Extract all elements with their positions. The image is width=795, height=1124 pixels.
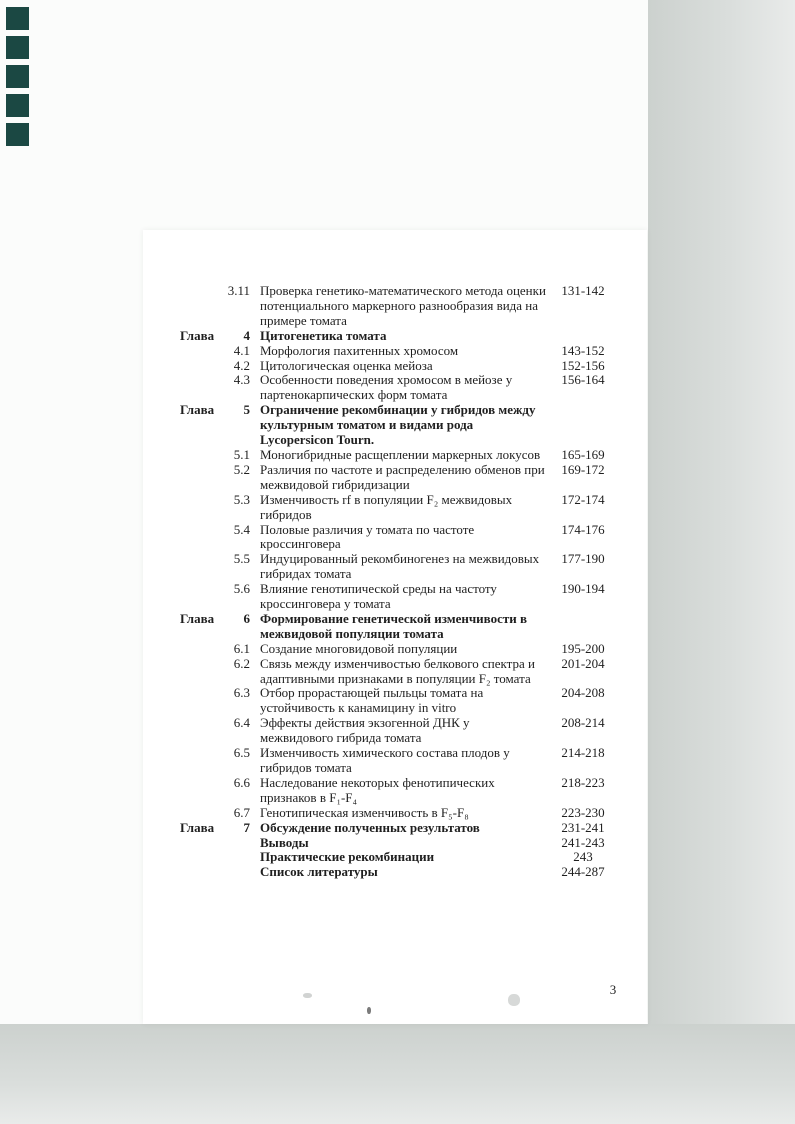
toc-entry-title-line: Цитогенетика томата (260, 327, 387, 343)
toc-entry-title-line: Индуцированный рекомбиногенез на межвидовых (260, 551, 540, 567)
registration-square (6, 94, 29, 117)
toc-entry-number: 6 (243, 610, 250, 626)
toc-entry-pages: 204-208 (561, 685, 605, 701)
toc-entry-number: 6.2 (233, 655, 250, 671)
toc-entry (180, 523, 607, 553)
toc-entry-number: 5.4 (233, 521, 250, 537)
toc-entry-title-line: Создание многовидовой популяции (260, 640, 458, 656)
toc-entry-pages: 195-200 (561, 640, 605, 656)
toc-entry-title-line: Цитологическая оценка мейоза (260, 357, 433, 373)
toc-entry-title (260, 582, 553, 612)
toc-entry-number: 6.7 (233, 804, 250, 820)
toc-entry-number: 4.2 (233, 357, 250, 373)
toc-entry-title-line: Обсуждение полученных результатов (260, 819, 480, 835)
toc-entry (180, 716, 607, 746)
toc-entry-number: 6.5 (233, 745, 250, 761)
toc-entry-title-line: Выводы (260, 834, 309, 850)
toc-entry-title-line: кроссинговера у томата (260, 596, 391, 612)
toc-entry-number: 5.2 (233, 461, 250, 477)
toc-entry-title (260, 523, 553, 553)
toc-entry-title (260, 448, 553, 463)
toc-entry (180, 850, 607, 865)
toc-entry-title-line: Список литературы (260, 864, 378, 880)
toc-entry (180, 552, 607, 582)
toc-entry-pages: 243 (573, 849, 593, 865)
toc-entry-title-line: Различия по частоте и распределению обменов при (260, 461, 545, 477)
toc-entry-title (260, 716, 553, 746)
toc-entry-title-line: Морфология пахитенных хромосом (260, 342, 459, 358)
toc-entry-pages: 131-142 (561, 283, 605, 298)
toc-chapter-label: Глава (180, 610, 215, 626)
toc-entry (180, 865, 607, 880)
registration-square (6, 65, 29, 88)
toc-entry-title-line: Ограничение рекомбинации у гибридов между (260, 402, 536, 418)
toc-entry-number: 7 (243, 819, 250, 835)
document-page (143, 230, 647, 1024)
toc-entry-title-line: устойчивость к канамицину in vitro (260, 700, 457, 716)
toc-entry-pages: 143-152 (561, 342, 605, 358)
toc-entry-title-line: гибридах томата (260, 566, 352, 582)
toc-entry-title (260, 746, 553, 776)
scan-shadow-right (648, 0, 795, 1024)
toc-entry-title-line: Изменчивость химического состава плодов у (260, 745, 510, 761)
toc-chapter-label: Глава (180, 327, 215, 343)
toc-entry-pages: 174-176 (561, 521, 605, 537)
toc-entry-number: 3.11 (227, 283, 250, 298)
toc-entry-pages: 208-214 (561, 715, 605, 731)
toc-entry-title (260, 552, 553, 582)
toc-entry-title-line: межвидового гибрида томата (260, 730, 422, 746)
toc-entry-pages: 201-204 (561, 655, 605, 671)
toc-entry-number: 4.1 (233, 342, 250, 358)
toc-entry-title (260, 821, 553, 836)
toc-entry-pages: 241-243 (561, 834, 605, 850)
toc-entry-title-line: Эффекты действия экзогенной ДНК у (260, 715, 470, 731)
registration-square (6, 7, 29, 30)
toc-entry-pages: 177-190 (561, 551, 605, 567)
toc-entry (180, 403, 607, 448)
toc-entry-title-line: Изменчивость rf в популяции F₂ межвидовых (260, 491, 513, 507)
toc-entry (180, 642, 607, 657)
toc-entry-number: 5.6 (233, 581, 250, 597)
toc-entry-title-line: признаков в F₁-F₄ (260, 789, 358, 805)
toc-entry-title-line: Формирование генетической изменчивости в (260, 610, 528, 626)
toc-entry-title (260, 850, 553, 865)
toc-entry (180, 344, 607, 359)
toc-entry (180, 493, 607, 523)
toc-entry-title (260, 329, 553, 344)
toc-entry-pages: 223-230 (561, 804, 605, 820)
toc-entry-title-line: Особенности поведения хромосом в мейозе у (260, 372, 513, 388)
scan-speck (303, 993, 312, 998)
toc-entry-pages: 190-194 (561, 581, 605, 597)
toc-entry-title (260, 612, 553, 642)
toc-entry-title (260, 463, 553, 493)
toc-entry-number: 6.6 (233, 774, 250, 790)
toc-entry (180, 806, 607, 821)
toc-entry-number: 4.3 (233, 372, 250, 388)
toc-entry-pages: 165-169 (561, 446, 605, 462)
toc-entry-title-line: примере томата (260, 312, 347, 328)
toc-entry-title (260, 284, 553, 329)
table-of-contents (180, 284, 607, 880)
toc-entry-title (260, 373, 553, 403)
toc-entry-title (260, 493, 553, 523)
toc-entry-title (260, 359, 553, 374)
toc-entry (180, 657, 607, 687)
toc-entry (180, 582, 607, 612)
toc-entry-number: 4 (243, 327, 250, 343)
toc-entry-number: 5 (243, 402, 250, 418)
toc-entry-number: 6.4 (233, 715, 250, 731)
toc-entry-title-line: Отбор прорастающей пыльцы томата на (260, 685, 484, 701)
toc-entry (180, 329, 607, 344)
toc-entry-title-line: партенокарпических форм томата (260, 387, 448, 403)
toc-entry-title-line: культурным томатом и видами рода (260, 417, 474, 433)
toc-entry-pages: 218-223 (561, 774, 605, 790)
toc-entry-title (260, 642, 553, 657)
toc-entry (180, 373, 607, 403)
toc-entry (180, 448, 607, 463)
toc-chapter-label: Глава (180, 402, 215, 418)
toc-entry-number: 5.1 (233, 446, 250, 462)
toc-entry-title-line: Влияние генотипической среды на частоту (260, 581, 497, 597)
scan-shadow-bottom (0, 1024, 795, 1124)
toc-entry-title-line: Моногибридные расщеплении маркерных локусов (260, 446, 541, 462)
toc-entry (180, 821, 607, 836)
toc-entry-pages: 169-172 (561, 461, 605, 477)
toc-entry-title-line: адаптивными признаками в популяции F₂ томата (260, 670, 531, 686)
toc-entry-title-line: межвидовой гибридизации (260, 476, 410, 492)
toc-entry-pages: 244-287 (561, 864, 605, 880)
toc-chapter-label: Глава (180, 819, 215, 835)
toc-entry-title (260, 657, 553, 687)
toc-entry-title (260, 686, 553, 716)
scan-speck (508, 994, 520, 1006)
toc-entry-title-line: Наследование некоторых фенотипических (260, 774, 495, 790)
toc-entry-title-line: Генотипическая изменчивость в F₅-F₈ (260, 804, 469, 820)
toc-entry (180, 686, 607, 716)
toc-entry-number: 6.3 (233, 685, 250, 701)
toc-entry (180, 284, 607, 329)
toc-entry (180, 612, 607, 642)
toc-entry-title-line: кроссинговера (260, 536, 341, 552)
toc-entry-title (260, 836, 553, 851)
toc-entry-title-line: гибридов (260, 506, 312, 522)
toc-entry-title (260, 403, 553, 448)
page-number: 3 (609, 982, 617, 997)
toc-entry (180, 836, 607, 851)
toc-entry (180, 776, 607, 806)
toc-entry-title-line: Практические рекомбинации (260, 849, 435, 865)
toc-entry-title (260, 344, 553, 359)
toc-entry-title-line: Lycopersicon Tourn. (260, 432, 375, 448)
toc-entry (180, 746, 607, 776)
toc-entry (180, 463, 607, 493)
scan-speck (367, 1007, 371, 1014)
registration-square (6, 123, 29, 146)
toc-entry-number: 6.1 (233, 640, 250, 656)
toc-entry-title-line: Половые различия у томата по частоте (260, 521, 475, 537)
toc-entry-number: 5.3 (233, 491, 250, 507)
toc-entry-number: 5.5 (233, 551, 250, 567)
toc-entry (180, 359, 607, 374)
toc-entry-pages: 152-156 (561, 357, 605, 373)
toc-entry-title-line: межвидовой популяции томата (260, 625, 444, 641)
toc-entry-pages: 156-164 (561, 372, 605, 388)
toc-entry-pages: 172-174 (561, 491, 605, 507)
toc-entry-title-line: Связь между изменчивостью белкового спектра и (260, 655, 535, 671)
toc-entry-pages: 214-218 (561, 745, 605, 761)
toc-entry-title (260, 776, 553, 806)
toc-entry-title-line: Проверка генетико-математического метода оценки (260, 283, 546, 298)
toc-entry-title (260, 865, 553, 880)
toc-entry-pages: 231-241 (561, 819, 605, 835)
toc-entry-title-line: гибридов томата (260, 760, 352, 775)
toc-entry-title-line: потенциального маркерного разнообразия вида на (260, 297, 539, 313)
toc-entry-title (260, 806, 553, 821)
registration-square (6, 36, 29, 59)
